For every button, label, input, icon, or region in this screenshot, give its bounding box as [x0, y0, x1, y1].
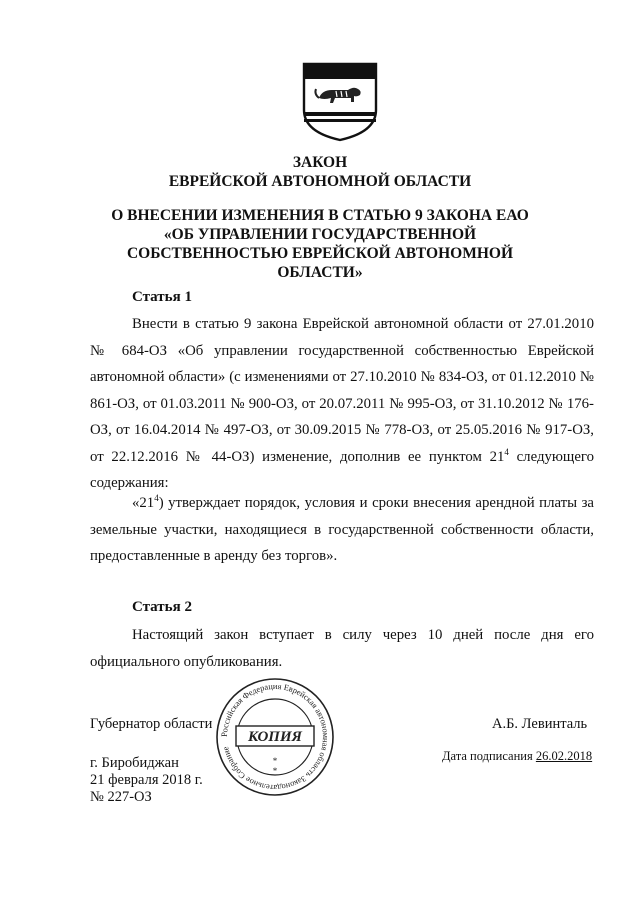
- signing-date-label: Дата подписания: [442, 749, 533, 763]
- article-2-heading: Статья 2: [132, 599, 192, 615]
- article-1-body-end: следующего содержания:: [90, 448, 594, 491]
- copy-stamp-icon: [214, 676, 336, 798]
- quote-sup: 4: [154, 493, 159, 504]
- article-1-sup: 4: [504, 446, 509, 457]
- stamp-center-text: КОПИЯ: [248, 729, 302, 745]
- law-number: № 227-ОЗ: [90, 789, 152, 805]
- svg-text:*: *: [272, 766, 278, 776]
- governor-name: А.Б. Левинталь: [492, 716, 588, 732]
- stamp-ring-text: Российская Федерация Еврейская автономная область Законодательное Собрание: [219, 681, 331, 793]
- quote-text: ) утверждает порядок, условия и сроки внесения арендной платы за земельные участки, находящиеся в государственной собственности области, предоставленные в аренду без торгов».: [90, 495, 594, 564]
- article-2-body: Настоящий закон вступает в силу через 10 дней после дня его официального опубликования.: [90, 627, 594, 670]
- article-1-quote: [90, 490, 594, 570]
- document-issuer: ЕВРЕЙСКОЙ АВТОНОМНОЙ ОБЛАСТИ: [168, 173, 472, 190]
- svg-text:*: *: [272, 756, 278, 766]
- article-2-text: [90, 622, 594, 675]
- signing-date: [442, 749, 592, 764]
- article-1-text: [90, 311, 594, 497]
- document-subtitle: О ВНЕСЕНИИ ИЗМЕНЕНИЯ В СТАТЬЮ 9 ЗАКОНА ЕАО «ОБ УПРАВЛЕНИИ ГОСУДАРСТВЕННОЙ СОБСТВЕННОСТЬЮ ЕВРЕЙСКОЙ АВТОНОМНОЙ ОБЛАСТИ»: [111, 207, 529, 281]
- signing-date-value: 26.02.2018: [535, 749, 593, 763]
- article-1-body: Внести в статью 9 закона Еврейской автономной области от 27.01.2010 № 684-ОЗ «Об управлении государственной собственностью Еврейской автономной области» (с изменениями от 27.10.2010 № 834-ОЗ, от 01.12.2010 № 861-ОЗ, от 01.03.2011 № 900-ОЗ, от 20.07.2011 № 995-ОЗ, от 31.10.2012 № 176-ОЗ, от 16.04.2014 № 497-ОЗ, от 30.09.2015 № 778-ОЗ, от 25.05.2016 № 917-ОЗ, от 22.12.2016 № 44-ОЗ) изменение, дополнив ее пунктом 21: [90, 316, 594, 465]
- coat-of-arms-icon: [302, 62, 378, 142]
- place-of-signing: г. Биробиджан: [90, 755, 179, 771]
- governor-label: Губернатор области: [90, 716, 213, 732]
- document-title: ЗАКОН: [292, 154, 348, 171]
- article-1-heading: Статья 1: [132, 289, 192, 305]
- quote-start: «21: [132, 495, 155, 511]
- law-date: 21 февраля 2018 г.: [90, 772, 203, 788]
